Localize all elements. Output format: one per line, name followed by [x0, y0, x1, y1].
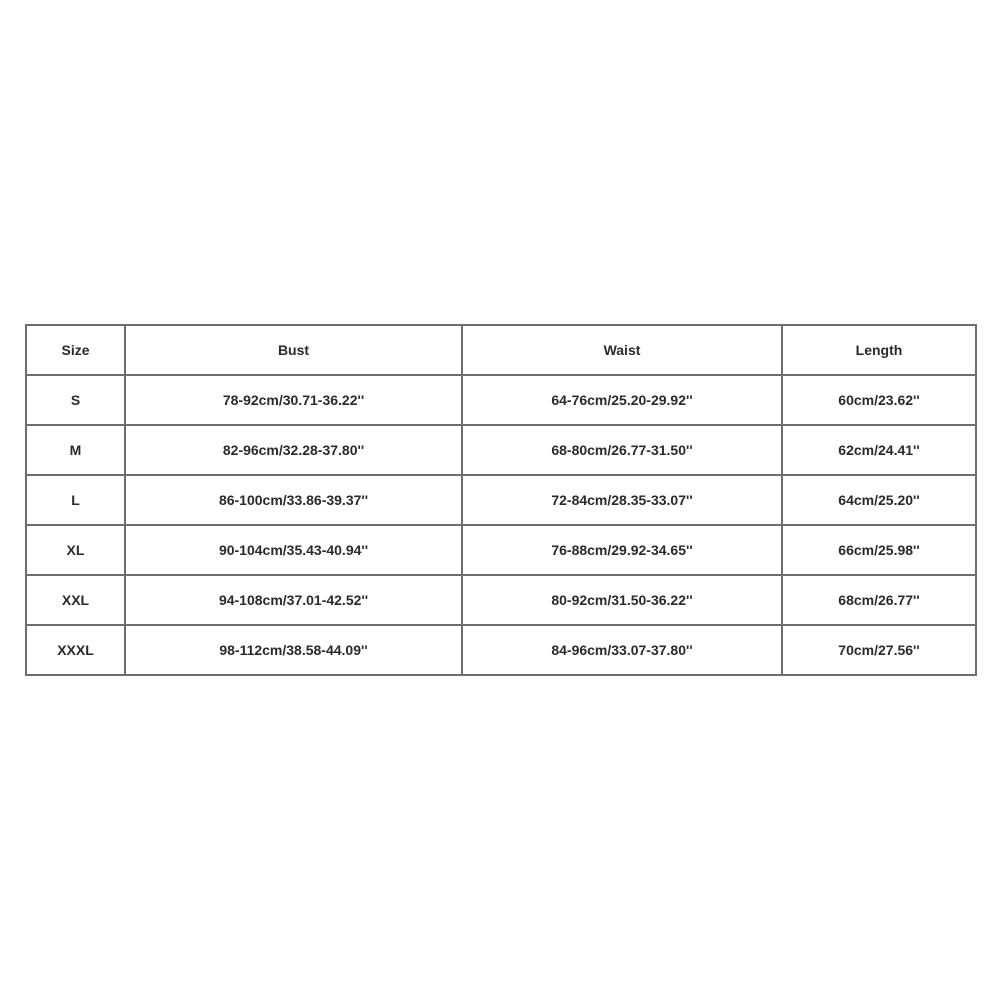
waist-cell: 76-88cm/29.92-34.65'': [462, 525, 782, 575]
header-waist: Waist: [462, 325, 782, 375]
bust-cell: 90-104cm/35.43-40.94'': [125, 525, 462, 575]
size-cell: XXXL: [26, 625, 125, 675]
table-row: [26, 575, 976, 625]
table-row: [26, 525, 976, 575]
bust-cell: 78-92cm/30.71-36.22'': [125, 375, 462, 425]
length-cell: 68cm/26.77'': [782, 575, 976, 625]
size-cell: S: [26, 375, 125, 425]
table-row: [26, 475, 976, 525]
table-row: [26, 425, 976, 475]
header-bust: Bust: [125, 325, 462, 375]
length-cell: 62cm/24.41'': [782, 425, 976, 475]
header-length: Length: [782, 325, 976, 375]
length-cell: 60cm/23.62'': [782, 375, 976, 425]
waist-cell: 72-84cm/28.35-33.07'': [462, 475, 782, 525]
header-size: Size: [26, 325, 125, 375]
length-cell: 64cm/25.20'': [782, 475, 976, 525]
size-cell: L: [26, 475, 125, 525]
size-chart-table: [25, 324, 977, 676]
table-row: [26, 625, 976, 675]
size-cell: M: [26, 425, 125, 475]
waist-cell: 64-76cm/25.20-29.92'': [462, 375, 782, 425]
waist-cell: 80-92cm/31.50-36.22'': [462, 575, 782, 625]
bust-cell: 82-96cm/32.28-37.80'': [125, 425, 462, 475]
size-cell: XXL: [26, 575, 125, 625]
table-header-row: [26, 325, 976, 375]
bust-cell: 98-112cm/38.58-44.09'': [125, 625, 462, 675]
bust-cell: 94-108cm/37.01-42.52'': [125, 575, 462, 625]
size-cell: XL: [26, 525, 125, 575]
waist-cell: 68-80cm/26.77-31.50'': [462, 425, 782, 475]
table-row: [26, 375, 976, 425]
length-cell: 66cm/25.98'': [782, 525, 976, 575]
bust-cell: 86-100cm/33.86-39.37'': [125, 475, 462, 525]
waist-cell: 84-96cm/33.07-37.80'': [462, 625, 782, 675]
length-cell: 70cm/27.56'': [782, 625, 976, 675]
